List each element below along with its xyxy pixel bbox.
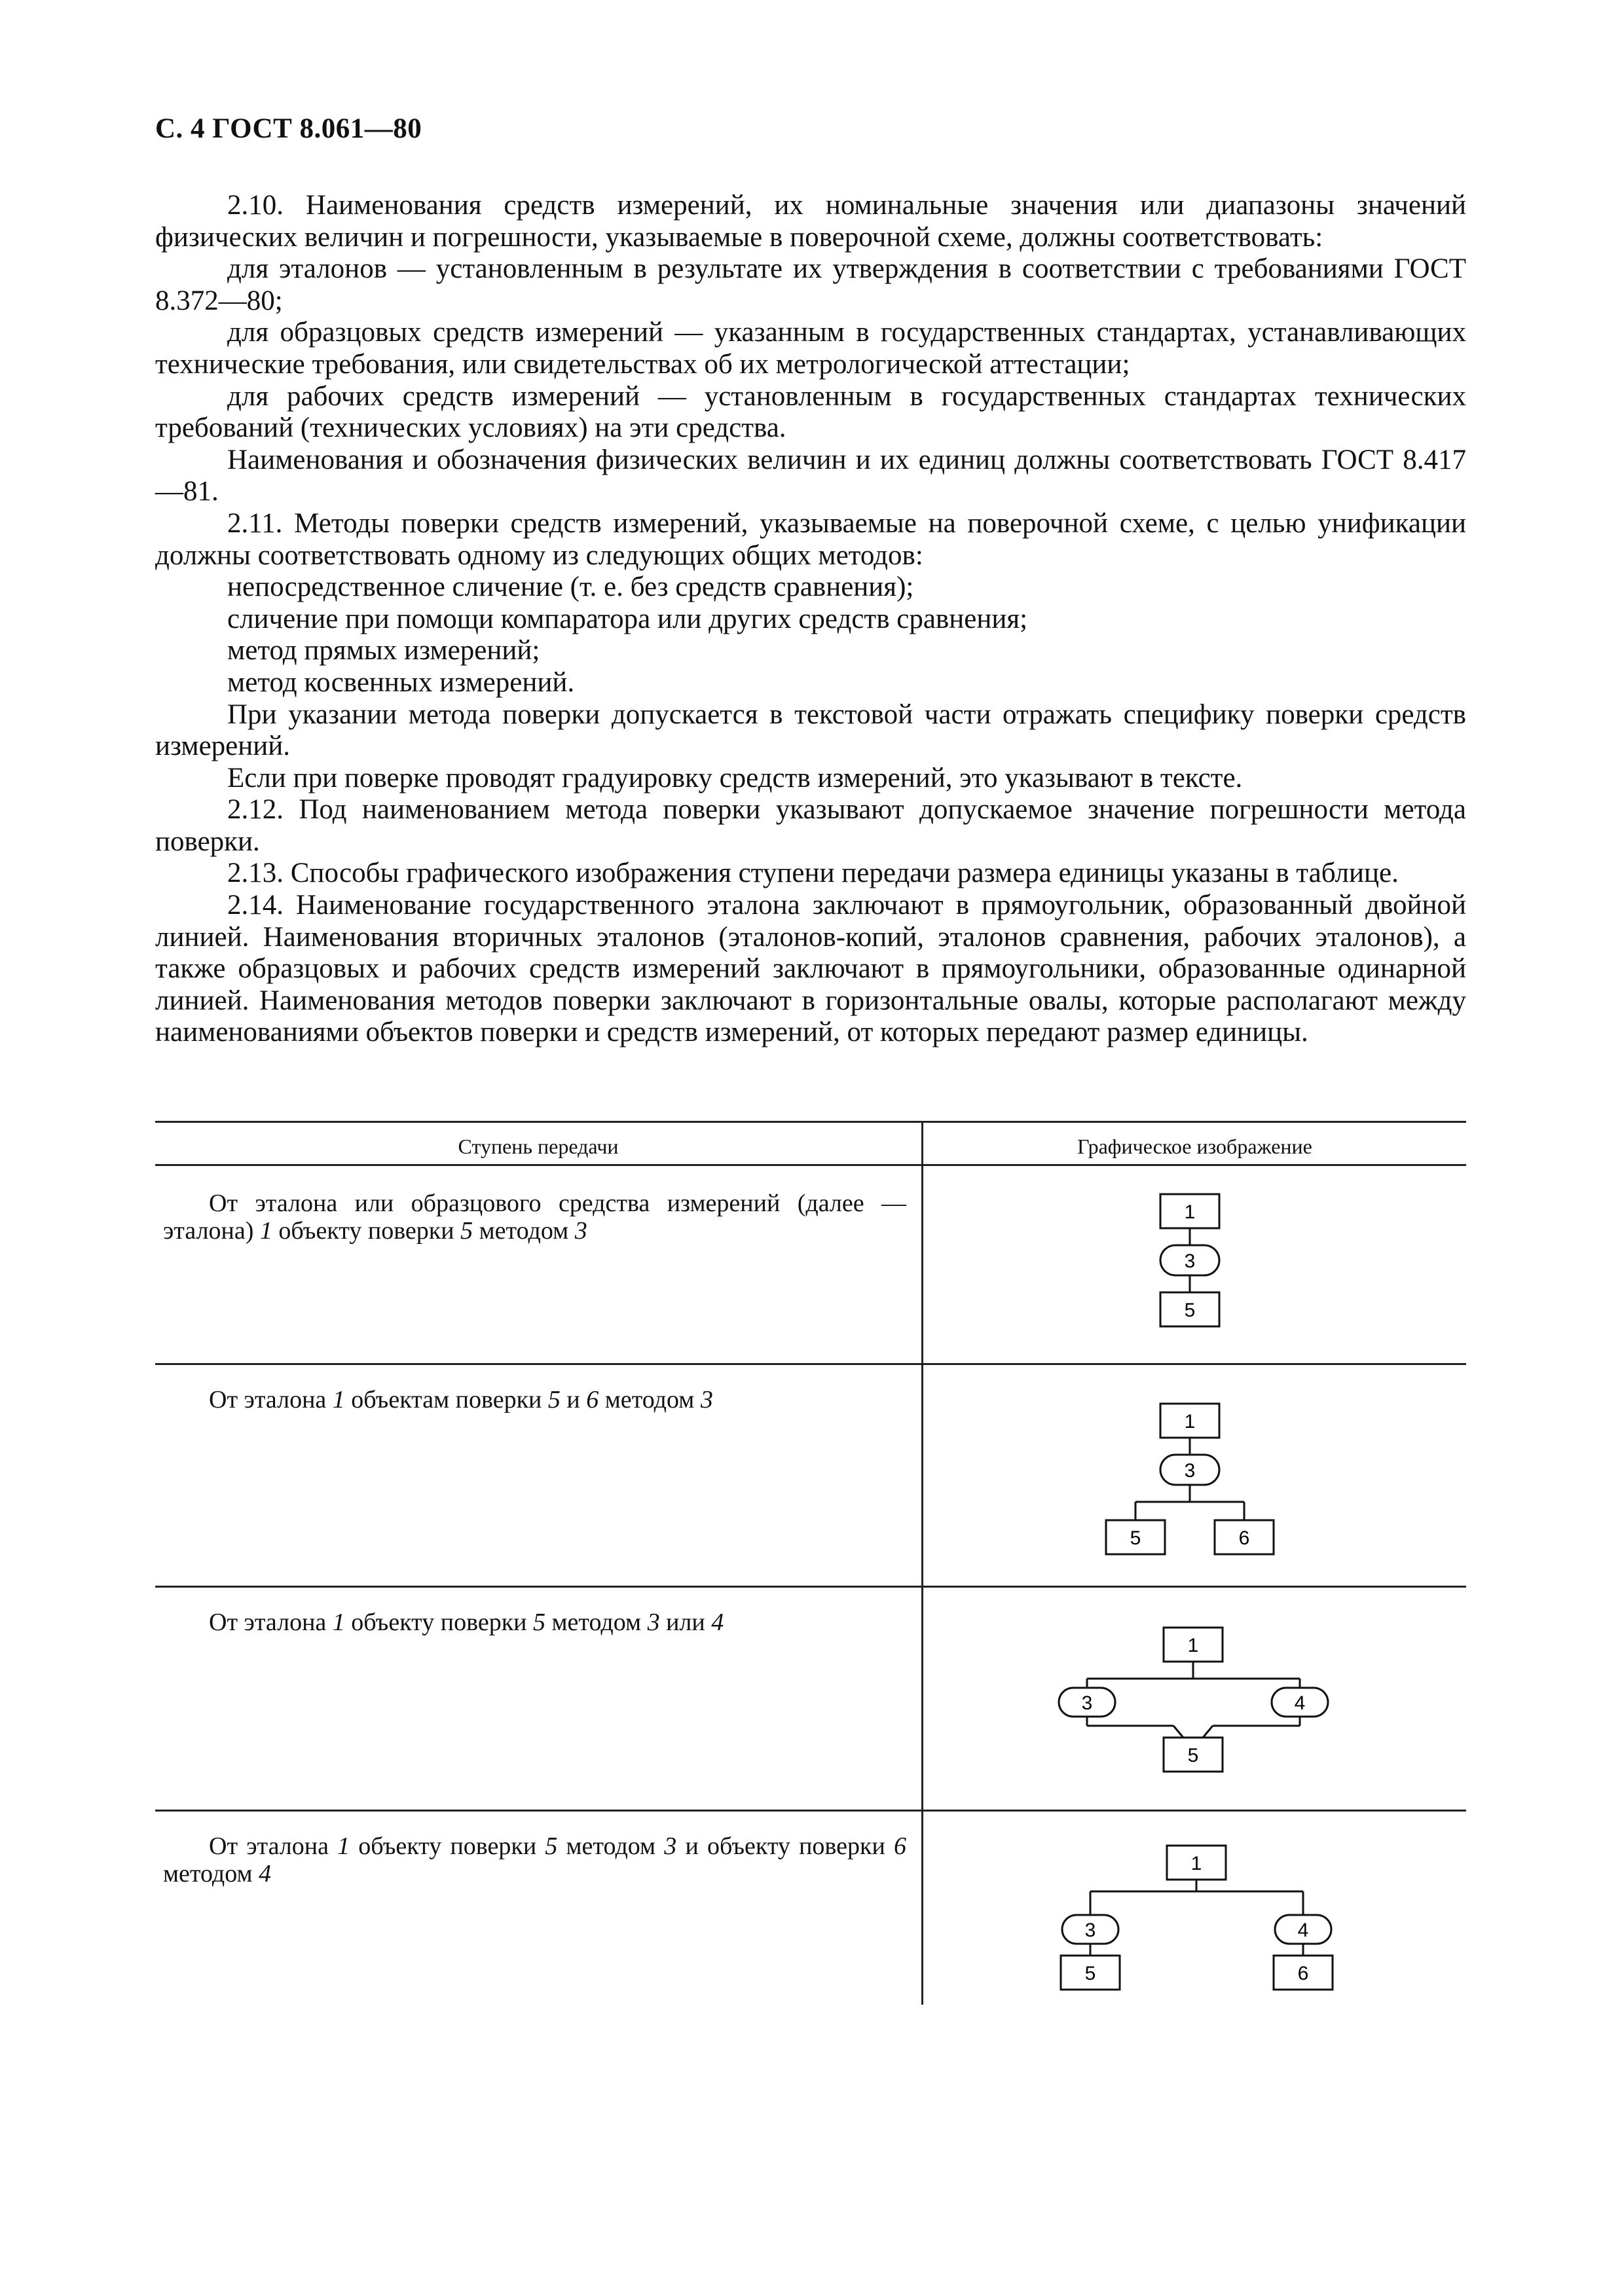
table-row-4-text: От эталона 1 объекту поверки 5 методом 3 и объекту поверки 6 методом 4 [163, 1832, 906, 1887]
table-row-4-diagram [923, 1838, 1466, 2008]
paragraph-graduation: Если при поверке проводят градуировку средств измерений, это указывают в тексте. [227, 762, 1243, 793]
method-comparator: сличение при помощи компаратора или других средств сравнения; [227, 603, 1028, 634]
svg-text:6: 6 [1297, 1963, 1309, 1984]
paragraph-2-11: 2.11. Методы поверки средств измерений, указываемые на поверочной схеме, с целью унификации должны соответствовать одному из следующих общих методов: [155, 507, 1466, 571]
transfer-steps-table [155, 1121, 1466, 2005]
page-header: С. 4 ГОСТ 8.061—80 [155, 113, 422, 144]
svg-text:4: 4 [1294, 1692, 1306, 1714]
paragraph-working-instruments: для рабочих средств измерений — установленным в государственных стандартах технических требований (технических условиях) на эти средства. [155, 380, 1466, 444]
table-row-2-text: От эталона 1 объектам поверки 5 и 6 методом 3 [209, 1386, 713, 1413]
method-direct-comparison: непосредственное сличение (т. е. без средств сравнения); [227, 572, 914, 603]
paragraph-2-10: 2.10. Наименования средств измерений, их номинальные значения или диапазоны значений физических величин и погрешности, указываемые в поверочной схеме, должны соответствовать: [155, 190, 1466, 253]
svg-text:6: 6 [1238, 1527, 1250, 1549]
svg-text:1: 1 [1187, 1635, 1199, 1656]
paragraph-standards: для эталонов — установленным в результате их утверждения в соответствии с требованиями ГОСТ 8.372—80; [155, 253, 1466, 316]
svg-text:5: 5 [1084, 1963, 1096, 1984]
table-row-3-text: От эталона 1 объекту поверки 5 методом 3 или 4 [209, 1609, 724, 1636]
svg-text:3: 3 [1084, 1920, 1096, 1941]
paragraph-2-12: 2.12. Под наименованием метода поверки указывают допускаемое значение погрешности метода поверки. [155, 794, 1466, 857]
svg-text:3: 3 [1184, 1460, 1196, 1482]
paragraph-quantity-names: Наименования и обозначения физических величин и их единиц должны соответствовать ГОСТ 8.417—81. [155, 444, 1466, 507]
table-top-rule [155, 1121, 1466, 1123]
svg-text:5: 5 [1184, 1300, 1196, 1321]
paragraph-reference-instruments: для образцовых средств измерений — указанным в государственных стандартах, устанавливающих технические требования, или свидетельствах об их метрологической аттестации; [155, 317, 1466, 380]
svg-text:3: 3 [1081, 1692, 1093, 1714]
table-row-divider [155, 1810, 1466, 1812]
svg-text:5: 5 [1130, 1527, 1141, 1549]
method-direct-measurement: метод прямых измерений; [227, 635, 540, 666]
paragraph-method-specifics: При указании метода поверки допускается в текстовой части отражать специфику поверки средств измерений. [155, 699, 1466, 762]
column-header-step: Ступень передачи [458, 1135, 619, 1158]
paragraph-2-14: 2.14. Наименование государственного эталона заключают в прямоугольник, образованный двойной линией. Наименования вторичных эталонов (эталонов-копий, эталонов сравнения, рабочих эталонов), а также образцовых и рабочих средств измерений заключают в прямоугольники, образованные одинарной линией. Наименования методов поверки заключают в горизонтальные овалы, которые располагают между наименованиями объектов поверки и средств измерений, от которых передают размер единицы. [155, 890, 1466, 1048]
column-header-graphic: Графическое изображение [1077, 1135, 1312, 1158]
svg-text:1: 1 [1184, 1411, 1196, 1432]
table-header-rule [155, 1164, 1466, 1166]
svg-text:3: 3 [1184, 1250, 1196, 1272]
table-row-2-diagram [923, 1396, 1466, 1579]
svg-text:1: 1 [1190, 1853, 1202, 1874]
svg-text:1: 1 [1184, 1201, 1196, 1223]
paragraph-2-13: 2.13. Способы графического изображения ступени передачи размера единицы указаны в таблице. [227, 858, 1399, 889]
svg-text:5: 5 [1187, 1745, 1199, 1766]
table-row-divider [155, 1363, 1466, 1365]
svg-text:4: 4 [1297, 1920, 1309, 1941]
method-indirect-measurement: метод косвенных измерений. [227, 666, 575, 698]
table-row-1-diagram [923, 1186, 1466, 1343]
table-row-3-diagram [923, 1620, 1466, 1803]
table-row-divider [155, 1586, 1466, 1588]
table-row-1-text: От эталона или образцового средства измерений (далее — эталона) 1 объекту поверки 5 методом 3 [163, 1190, 906, 1245]
body-text [155, 190, 1466, 1049]
